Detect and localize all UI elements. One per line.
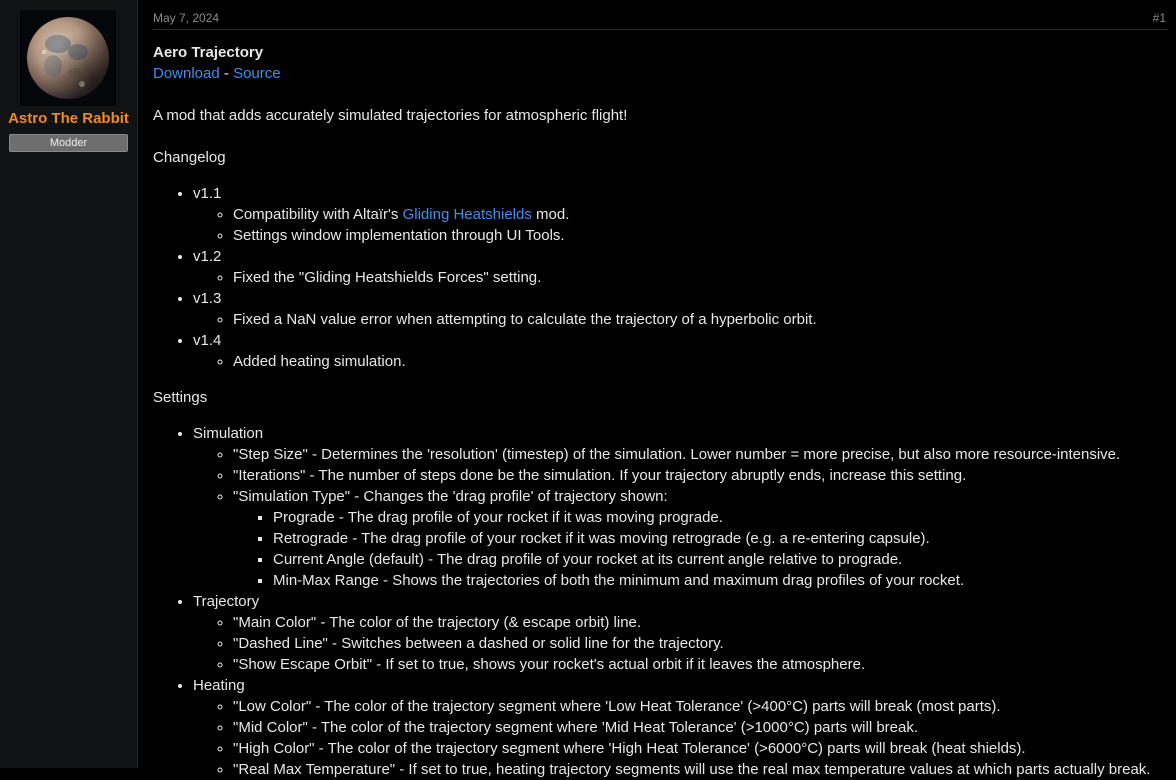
list-item: ◦ Fixed the "Gliding Heatshields Forces" setting. — [233, 267, 1168, 288]
list-item: ◦ Settings window implementation through UI Tools. — [233, 225, 1168, 246]
list-item: ◦ Compatibility with Altaïr's Gliding Heatshields mod. — [233, 204, 1168, 225]
changelog-version: • v1.3 ◦ Fixed a NaN value error when attempting to calculate the trajectory of a hyperbolic orbit. — [193, 288, 1168, 330]
list-item: ◦ Added heating simulation. — [233, 351, 1168, 372]
post-title: Aero Trajectory — [153, 44, 264, 61]
list-item: ◦ "Show Escape Orbit" - If set to true, shows your rocket's actual orbit if it leaves the atmosphere. — [233, 654, 1168, 675]
settings-group-trajectory: • Trajectory ◦ "Main Color" - The color of the trajectory (& escape orbit) line. ◦ "Dashed Line" - Switches between a dashed or solid line for the trajectory. ◦ "Show Escape Orbit" - If set to true, shows your rocket's actual orbit if it leaves the atmosphere. — [193, 591, 1168, 675]
post — [153, 0, 1168, 778]
changelog-version: • v1.2 ◦ Fixed the "Gliding Heatshields Forces" setting. — [193, 246, 1168, 288]
list-item: ◦ "Simulation Type" - Changes the 'drag profile' of trajectory shown: ▪ Prograde - The drag profile of your rocket if it was moving prograde. ▪ Retrograde - The drag profile of your rocket if it was moving retrograde (e.g. a re-entering capsule). ▪ Current Angle (default) - The drag profile of your rocket at its current angle relative to prograde. ▪ Min-Max Range - Shows the trajectories of both the minimum and maximum drag profiles of your rocket. — [233, 486, 1168, 591]
download-link[interactable]: Download — [153, 65, 220, 82]
source-link[interactable]: Source — [233, 65, 281, 82]
post-date[interactable]: May 7, 2024 — [153, 11, 220, 25]
gliding-heatshields-link[interactable]: Gliding Heatshields — [402, 206, 532, 223]
changelog-version: • v1.4 ◦ Added heating simulation. — [193, 330, 1168, 372]
list-item: ▪ Retrograde - The drag profile of your rocket if it was moving retrograde (e.g. a re-entering capsule). — [273, 528, 1168, 549]
list-item: ◦ "Main Color" - The color of the trajectory (& escape orbit) line. — [233, 612, 1168, 633]
list-item: ▪ Min-Max Range - Shows the trajectories of both the minimum and maximum drag profiles of your rocket. — [273, 570, 1168, 591]
list-item: ◦ "Mid Color" - The color of the trajectory segment where 'Mid Heat Tolerance' (>1000°C) parts will break. — [233, 717, 1168, 738]
changelog-version: • v1.1 ◦ Compatibility with Altaïr's Gliding Heatshields mod. ◦ Settings window implementation through UI Tools. — [193, 183, 1168, 246]
avatar[interactable] — [20, 10, 116, 106]
list-item: ◦ "Iterations" - The number of steps done be the simulation. If your trajectory abruptly ends, increase this setting. — [233, 465, 1168, 486]
post-body — [153, 42, 1168, 780]
list-item: ◦ "High Color" - The color of the trajectory segment where 'High Heat Tolerance' (>6000°C) parts will break (heat shields). — [233, 738, 1168, 759]
settings-heading: Settings — [153, 389, 208, 406]
download-links: Download - Source — [153, 65, 281, 82]
user-rank-badge: Modder — [9, 134, 128, 152]
settings-list — [153, 423, 1168, 780]
changelog-heading: Changelog — [153, 149, 226, 166]
list-item: ▪ Prograde - The drag profile of your rocket if it was moving prograde. — [273, 507, 1168, 528]
list-item: ◦ "Step Size" - Determines the 'resolution' (timestep) of the simulation. Lower number = more precise, but also more resource-intensive. — [233, 444, 1168, 465]
list-item: ◦ "Real Max Temperature" - If set to true, heating trajectory segments will use the real max temperature values at which parts actually break. — [233, 759, 1168, 780]
post-meta-bar — [153, 0, 1168, 30]
settings-group-simulation: • Simulation ◦ "Step Size" - Determines the 'resolution' (timestep) of the simulation. Lower number = more precise, but also more resource-intensive. ◦ "Iterations" - The number of steps done be the simulation. If your trajectory abruptly ends, increase this setting. ◦ "Simulation Type" - Changes the 'drag profile' of trajectory shown: ▪ Prograde - The drag profile of your rocket if it was moving prograde. ▪ Retrograde - The drag profile of your rocket if it was moving retrograde (e.g. a re-entering capsule). ▪ Current Angle (default) - The drag profile of your rocket at its current angle relative to prograde. ▪ Min-Max Range - Shows the trajectories of both the minimum and maximum drag profiles of your rocket. — [193, 423, 1168, 591]
list-item: ◦ "Low Color" - The color of the trajectory segment where 'Low Heat Tolerance' (>400°C) parts will break (most parts). — [233, 696, 1168, 717]
list-item: ▪ Current Angle (default) - The drag profile of your rocket at its current angle relative to prograde. — [273, 549, 1168, 570]
changelog-list — [153, 183, 1168, 372]
user-sidebar — [0, 0, 138, 768]
moon-avatar-image — [20, 10, 116, 106]
username[interactable]: Astro The Rabbit — [8, 110, 129, 127]
list-item: ◦ Fixed a NaN value error when attempting to calculate the trajectory of a hyperbolic orbit. — [233, 309, 1168, 330]
post-number[interactable]: #1 — [1152, 11, 1166, 25]
list-item: ◦ "Dashed Line" - Switches between a dashed or solid line for the trajectory. — [233, 633, 1168, 654]
settings-group-heating: • Heating ◦ "Low Color" - The color of the trajectory segment where 'Low Heat Tolerance' (>400°C) parts will break (most parts). ◦ "Mid Color" - The color of the trajectory segment where 'Mid Heat Tolerance' (>1000°C) parts will break. ◦ "High Color" - The color of the trajectory segment where 'High Heat Tolerance' (>6000°C) parts will break (heat shields). ◦ "Real Max Temperature" - If set to true, heating trajectory segments will use the real max temperature values at which parts actually break. — [193, 675, 1168, 780]
intro-text: A mod that adds accurately simulated trajectories for atmospheric flight! — [153, 107, 628, 124]
